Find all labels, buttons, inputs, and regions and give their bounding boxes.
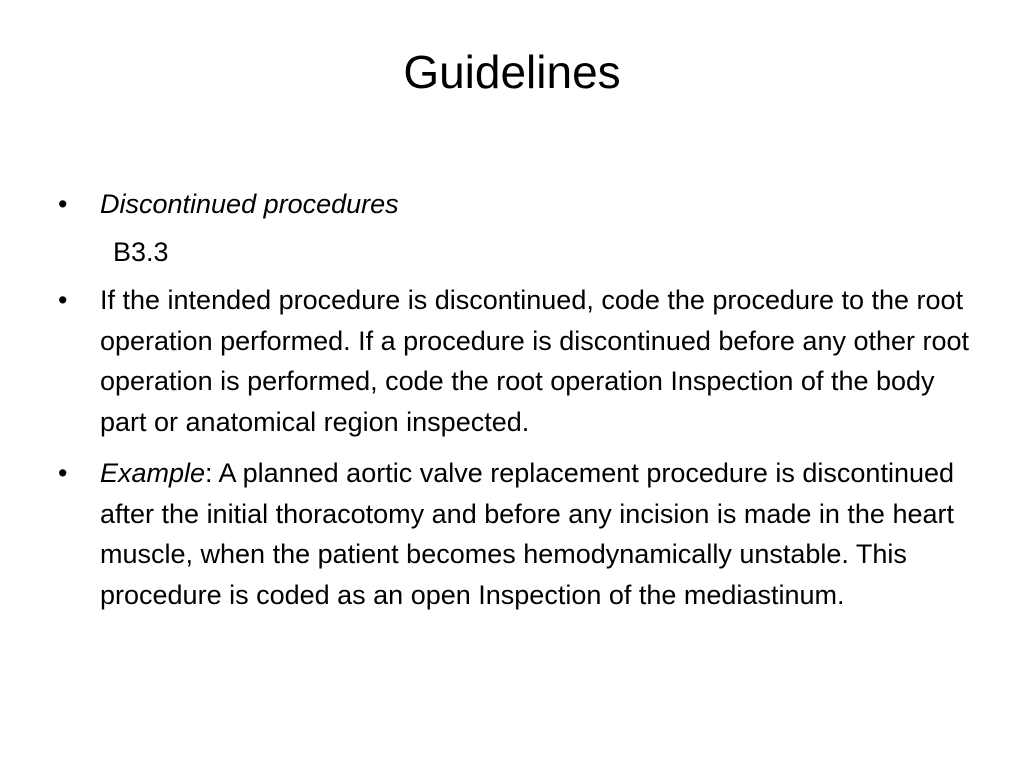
bullet-item-example: [58, 453, 973, 615]
bullet-text: [100, 184, 973, 225]
bullet-lead-italic: Example: [100, 458, 206, 488]
bullet-item-guideline: [58, 280, 973, 442]
sub-item-reference: [58, 232, 973, 273]
bullet-item-discontinued-procedures: [58, 184, 973, 225]
bullet-icon: •: [58, 189, 68, 219]
bullet-lead-italic: Discontinued procedures: [100, 189, 399, 219]
bullet-list: [58, 184, 973, 626]
slide-title: Guidelines: [403, 46, 621, 98]
bullet-rest-text: : A planned aortic valve replacement procedure is discontinued after the initial thoracotomy and before any incision is made in the heart muscle, when the patient becomes hemodynamically unstable. This procedure is coded as an open Inspection of the mediastinum.: [100, 458, 955, 610]
bullet-icon: •: [58, 285, 68, 315]
bullet-icon: •: [58, 458, 68, 488]
reference-code: B3.3: [113, 236, 169, 267]
bullet-text: [100, 453, 973, 615]
bullet-text: If the intended procedure is discontinued, code the procedure to the root operation performed. If a procedure is discontinued before any other root operation is performed, code the root operation Inspection of the body part or anatomical region inspected.: [100, 285, 970, 437]
